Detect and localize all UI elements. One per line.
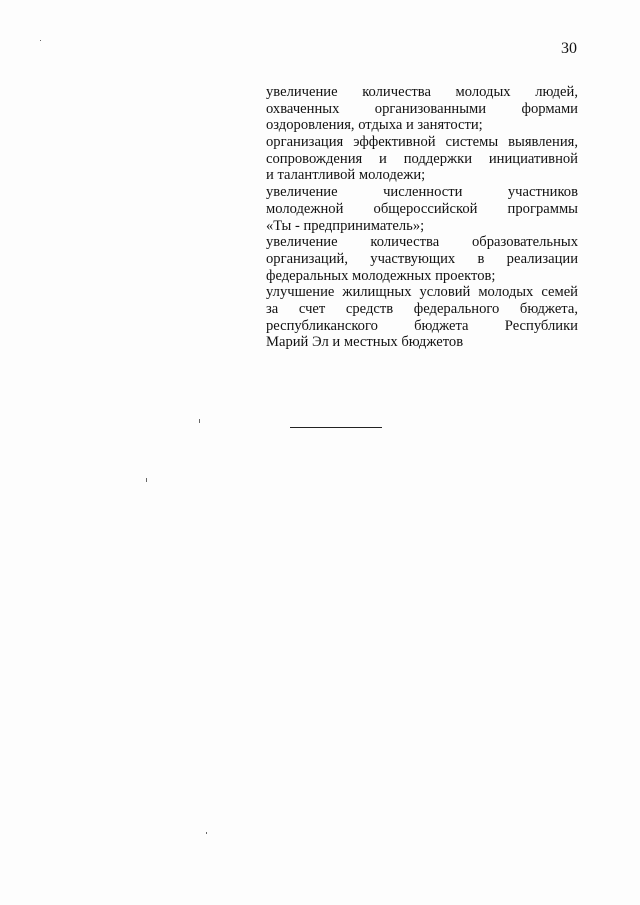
text-line: организаций, участвующих в реализации xyxy=(266,250,578,267)
scan-speck xyxy=(40,40,41,41)
text-line: «Ты - предприниматель»; xyxy=(266,217,425,234)
scan-speck xyxy=(199,419,200,423)
text-line: улучшение жилищных условий молодых семей xyxy=(266,284,578,301)
text-line: республиканского бюджета Республики xyxy=(266,317,578,334)
text-line: молодежной общероссийской программы xyxy=(266,200,578,217)
text-line: федеральных молодежных проектов; xyxy=(266,267,496,284)
body-text xyxy=(266,84,578,351)
separator-line xyxy=(290,427,382,428)
text-line: увеличение численности участников xyxy=(266,184,578,201)
scan-speck xyxy=(206,832,207,834)
text-line: охваченных организованными формами xyxy=(266,100,578,117)
page-number: 30 xyxy=(561,40,577,57)
scan-speck xyxy=(146,478,147,482)
text-line: увеличение количества образовательных xyxy=(266,234,578,251)
text-line: оздоровления, отдыха и занятости; xyxy=(266,117,483,134)
text-line: увеличение количества молодых людей, xyxy=(266,84,578,100)
text-line: за счет средств федерального бюджета, xyxy=(266,300,578,317)
text-line: сопровождения и поддержки инициативной xyxy=(266,150,578,167)
text-line: и талантливой молодежи; xyxy=(266,167,426,184)
text-line: Марий Эл и местных бюджетов xyxy=(266,334,464,351)
text-line: организация эффективной системы выявления, xyxy=(266,134,578,151)
